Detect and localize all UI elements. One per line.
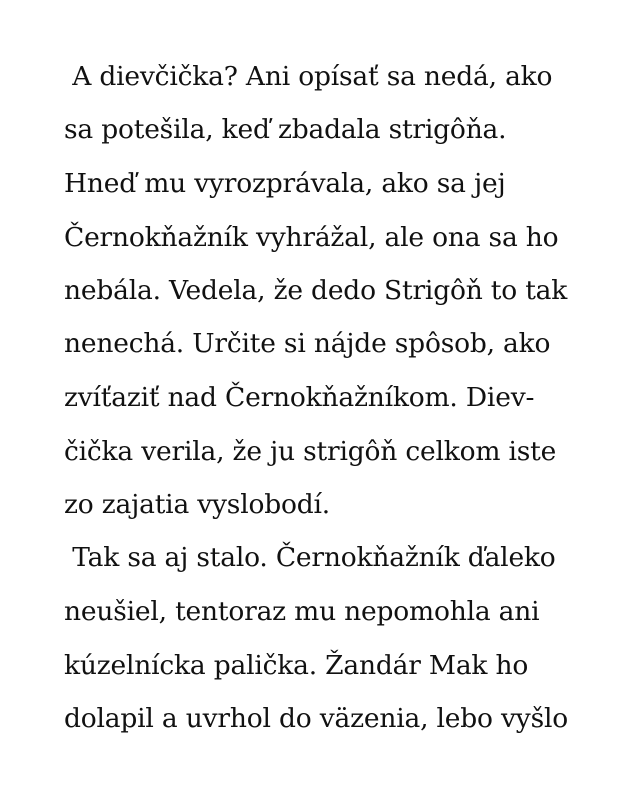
text-line: Černokňažník vyhrážal, ale ona sa ho [64, 222, 559, 253]
text-line: čička verila, že ju strigôň celkom iste [64, 436, 557, 467]
text-line: zvíťaziť nad Černokňažníkom. Diev- [64, 382, 535, 413]
text-line: nebála. Vedela, že dedo Strigôň to tak [64, 275, 568, 306]
text-line: Tak sa aj stalo. Černokňažník ďaleko [64, 542, 556, 573]
text-line: sa potešila, keď zbadala strigôňa. [64, 114, 507, 145]
text-line: Hneď mu vyrozprávala, ako sa jej [64, 168, 506, 199]
text-line: neušiel, tentoraz mu nepomohla ani [64, 596, 540, 627]
text-line: nenechá. Určite si nájde spôsob, ako [64, 328, 551, 359]
text-line: zo zajatia vyslobodí. [64, 489, 331, 520]
text-line: dolapil a uvrhol do väzenia, lebo vyšlo [64, 703, 568, 734]
text-line: A dievčička? Ani opísať sa nedá, ako [64, 61, 553, 92]
text-line: kúzelnícka palička. Žandár Mak ho [64, 650, 529, 681]
